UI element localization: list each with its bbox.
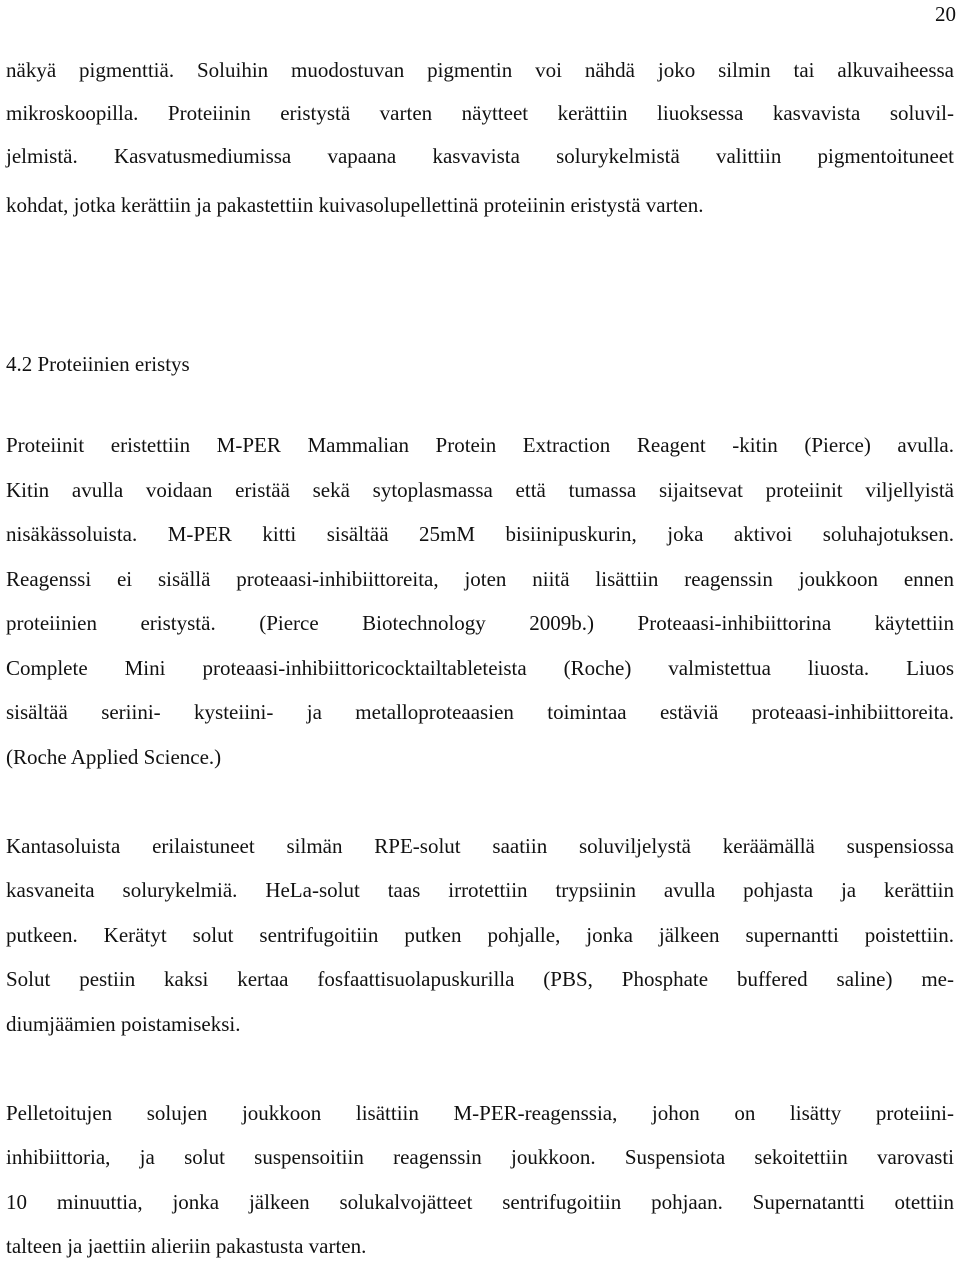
paragraph-1-line-2: mikroskoopilla. Proteiinin eristystä varten näytteet kerättiin liuoksessa kasvavista soluvil- <box>6 101 954 125</box>
paragraph-2-line-2: Kitin avulla voidaan eristää sekä sytoplasmassa että tumassa sijaitsevat proteiinit viljellyistä <box>6 478 954 502</box>
paragraph-3-line-4: Solut pestiin kaksi kertaa fosfaattisuolapuskurilla (PBS, Phosphate buffered saline) me- <box>6 967 954 991</box>
paragraph-1-line-1: näkyä pigmenttiä. Soluihin muodostuvan pigmentin voi nähdä joko silmin tai alkuvaiheessa <box>6 58 954 82</box>
paragraph-1-line-4: kohdat, jotka kerättiin ja pakastettiin kuivasolupellettinä proteiinin eristystä varten. <box>6 193 704 217</box>
paragraph-3-line-2: kasvaneita solurykelmiä. HeLa-solut taas irrotettiin trypsiinin avulla pohjasta ja kerättiin <box>6 878 954 902</box>
paragraph-4-line-1: Pelletoitujen solujen joukkoon lisättiin M-PER-reagenssia, johon on lisätty proteiini- <box>6 1101 954 1125</box>
paragraph-2-line-8: (Roche Applied Science.) <box>6 745 222 769</box>
paragraph-2-line-6: Complete Mini proteaasi-inhibiittoricocktailtableteista (Roche) valmistettua liuosta. Liuos <box>6 656 954 680</box>
paragraph-2-line-4: Reagenssi ei sisällä proteaasi-inhibiittoreita, joten niitä lisättiin reagenssin joukkoon ennen <box>6 567 954 591</box>
page-number: 20 <box>935 2 956 26</box>
paragraph-1-line-3: jelmistä. Kasvatusmediumissa vapaana kasvavista solurykelmistä valittiin pigmentoituneet <box>6 144 954 168</box>
paragraph-4-line-4: talteen ja jaettiin alieriin pakastusta varten. <box>6 1234 367 1258</box>
paragraph-2-line-5: proteiinien eristystä. (Pierce Biotechnology 2009b.) Proteaasi-inhibiittorina käytettiin <box>6 611 954 635</box>
paragraph-4-line-2: inhibiittoria, ja solut suspensoitiin reagenssin joukkoon. Suspensiota sekoitettiin varovasti <box>6 1145 954 1169</box>
paragraph-2-line-7: sisältää seriini- kysteiini- ja metalloproteaasien toimintaa estäviä proteaasi-inhibiittoreita. <box>6 700 954 724</box>
paragraph-3-line-5: diumjäämien poistamiseksi. <box>6 1012 241 1036</box>
paragraph-2-line-3: nisäkässoluista. M-PER kitti sisältää 25mM bisiinipuskurin, joka aktivoi soluhajotuksen. <box>6 522 954 546</box>
paragraph-4-line-3: 10 minuuttia, jonka jälkeen solukalvojätteet sentrifugoitiin pohjaan. Supernatantti otettiin <box>6 1190 954 1214</box>
section-heading: 4.2 Proteiinien eristys <box>6 352 190 376</box>
paragraph-2-line-1: Proteiinit eristettiin M-PER Mammalian Protein Extraction Reagent -kitin (Pierce) avulla. <box>6 433 954 457</box>
paragraph-3-line-1: Kantasoluista erilaistuneet silmän RPE-solut saatiin soluviljelystä keräämällä suspensiossa <box>6 834 954 858</box>
paragraph-3-line-3: putkeen. Kerätyt solut sentrifugoitiin putken pohjalle, jonka jälkeen supernantti poistettiin. <box>6 923 954 947</box>
